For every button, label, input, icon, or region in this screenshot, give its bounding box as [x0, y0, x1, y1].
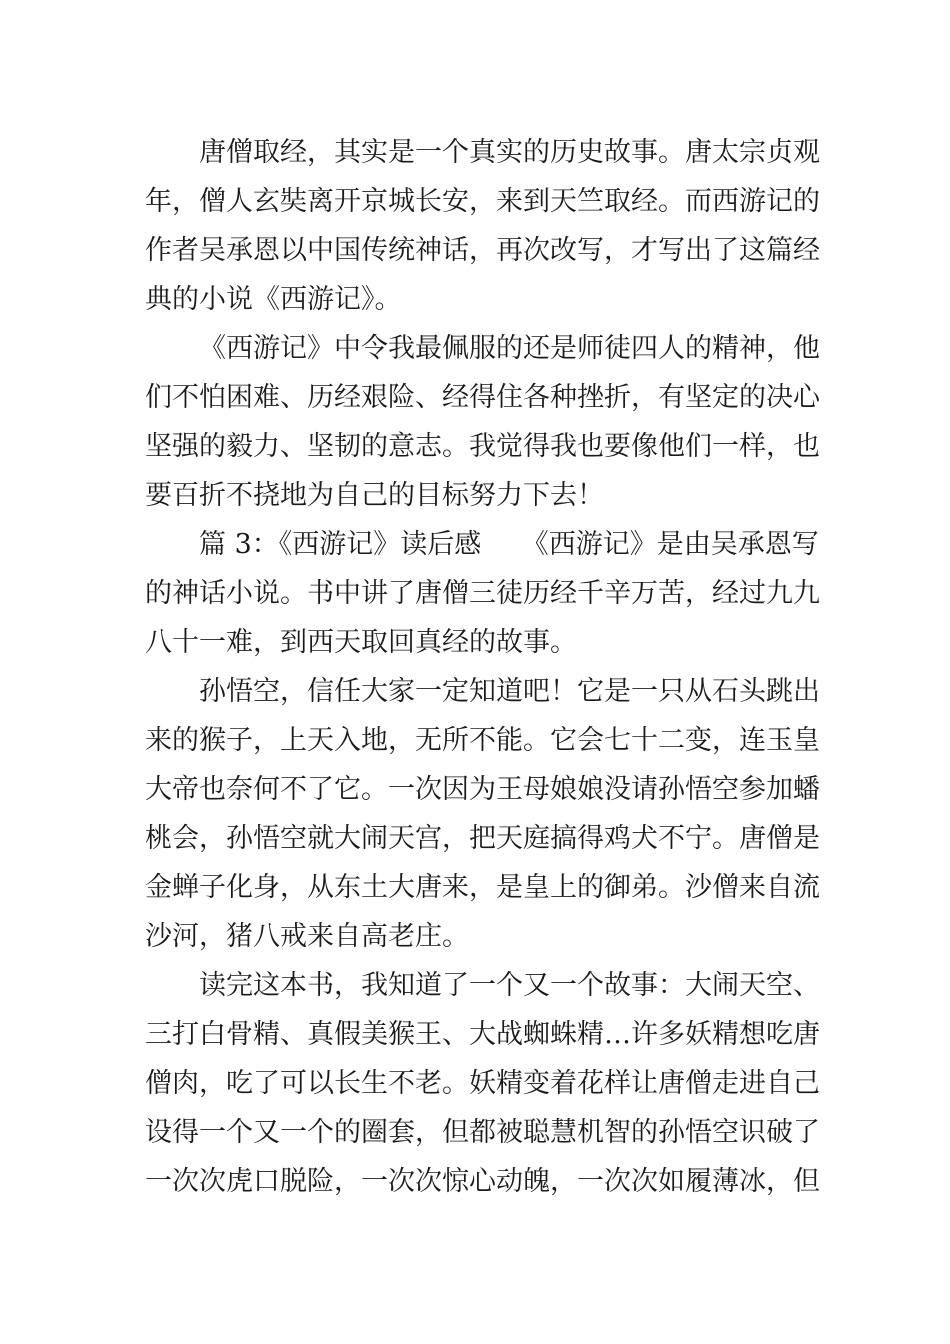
text-line: 篇 3：《西游记》读后感 《西游记》是由吴承恩写	[199, 529, 819, 560]
document-body	[145, 128, 820, 1206]
text-line: 要百折不挠地为自己的目标努力下去！	[145, 480, 604, 511]
text-line: 僧肉，吃了可以长生不老。妖精变着花样让唐僧走进自己	[145, 1068, 820, 1099]
text-line: 们不怕困难、历经艰险、经得住各种挫折，有坚定的决心	[145, 382, 820, 413]
text-line: 的神话小说。书中讲了唐僧三徒历经千辛万苦，经过九九	[145, 578, 820, 609]
text-line: 金蝉子化身，从东土大唐来，是皇上的御弟。沙僧来自流	[145, 872, 820, 903]
text-line: 典的小说《西游记》。	[145, 284, 402, 315]
text-line: 八十一难，到西天取回真经的故事。	[145, 627, 577, 658]
text-line: 一次次虎口脱险，一次次惊心动魄，一次次如履薄冰，但	[145, 1166, 820, 1197]
text-line: 大帝也奈何不了它。一次因为王母娘娘没请孙悟空参加蟠	[145, 774, 820, 805]
text-line: 《西游记》中令我最佩服的还是师徒四人的精神，他	[199, 333, 820, 364]
text-line: 孙悟空，信任大家一定知道吧！它是一只从石头跳出	[199, 676, 820, 707]
text-line: 作者吴承恩以中国传统神话，再次改写，才写出了这篇经	[145, 235, 820, 266]
text-line: 沙河，猪八戒来自高老庄。	[145, 921, 469, 952]
text-line: 设得一个又一个的圈套，但都被聪慧机智的孙悟空识破了	[145, 1117, 820, 1148]
text-line: 坚强的毅力、坚韧的意志。我觉得我也要像他们一样，也	[145, 431, 820, 462]
text-line: 来的猴子，上天入地，无所不能。它会七十二变，连玉皇	[145, 725, 820, 756]
text-line: 桃会，孙悟空就大闹天宫，把天庭搞得鸡犬不宁。唐僧是	[145, 823, 820, 854]
text-line: 唐僧取经，其实是一个真实的历史故事。唐太宗贞观	[199, 137, 820, 168]
text-line: 年，僧人玄奘离开京城长安，来到天竺取经。而西游记的	[145, 186, 820, 217]
text-line: 读完这本书，我知道了一个又一个故事：大闹天空、	[199, 970, 820, 1001]
text-line: 三打白骨精、真假美猴王、大战蜘蛛精…许多妖精想吃唐	[145, 1019, 820, 1050]
